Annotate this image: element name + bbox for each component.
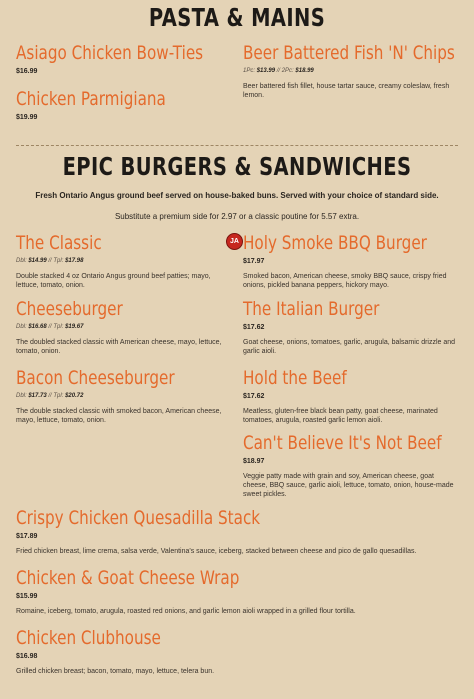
item-description: Romaine, iceberg, tomato, arugula, roasted red onions, and garlic lemon aioli wrapped in a grilled flour tortilla. <box>16 608 356 615</box>
menu-item-bacon-cheeseburger <box>16 367 226 425</box>
section-title-burgers: EPIC BURGERS & SANDWICHES <box>62 152 412 181</box>
item-price: $17.62 <box>243 324 265 331</box>
item-description: Grilled chicken breast; bacon, tomato, mayo, lettuce, telera bun. <box>16 668 215 675</box>
menu-item-holy-smoke <box>243 232 458 290</box>
item-price-options: Dbl: $17.73 // Tpl: $20.72 <box>16 393 84 399</box>
item-description: The doubled stacked classic with American cheese, mayo, lettuce, tomato, onion. <box>16 339 222 355</box>
menu-item-parmigiana <box>16 88 226 122</box>
burger-substitute-note: Substitute a premium side for 2.97 or a classic poutine for 5.57 extra. <box>114 212 360 221</box>
item-price-options: Dbl: $16.68 // Tpl: $19.67 <box>16 324 84 330</box>
item-price: $17.97 <box>243 258 265 265</box>
menu-item-quesadilla <box>16 507 458 556</box>
item-description: Smoked bacon, American cheese, smoky BBQ sauce, crispy fried onions, pickled banana peppers, hickory mayo. <box>243 273 447 289</box>
item-name: Asiago Chicken Bow-Ties <box>16 42 204 64</box>
item-name: Bacon Cheeseburger <box>16 367 175 389</box>
item-description: Double stacked 4 oz Ontario Angus ground beef patties; mayo, lettuce, tomato, onion. <box>16 273 211 289</box>
item-price: $16.98 <box>16 653 38 660</box>
item-description: Beer battered fish fillet, house tartar sauce, creamy coleslaw, fresh lemon. <box>243 83 450 99</box>
item-name: Chicken & Goat Cheese Wrap <box>16 567 240 589</box>
section-divider <box>16 145 458 146</box>
item-price: $16.99 <box>16 68 38 75</box>
menu-item-classic <box>16 232 226 290</box>
item-description: Meatless, gluten-free black bean patty, goat cheese, marinated tomatoes, arugula, roasted garlic lemon aioli. <box>243 408 438 424</box>
item-price: $15.99 <box>16 593 38 600</box>
ja-badge-icon: JA <box>226 233 243 250</box>
menu-item-cant-believe <box>243 432 458 499</box>
item-name: Hold the Beef <box>243 367 347 389</box>
menu-item-italian <box>243 298 458 356</box>
item-description: Fried chicken breast, lime crema, salsa verde, Valentina's sauce, iceberg, stacked between cheese and pico de gallo quesadillas. <box>16 548 417 555</box>
menu-item-hold-the-beef <box>243 367 458 425</box>
item-name: The Italian Burger <box>243 298 380 320</box>
item-description: The double stacked classic with smoked bacon, American cheese, mayo, lettuce, tomato, onion. <box>16 408 222 424</box>
item-price-options: Dbl: $14.99 // Tpl: $17.98 <box>16 258 84 264</box>
item-name: Chicken Clubhouse <box>16 627 161 649</box>
burger-intro: Fresh Ontario Angus ground beef served on house-baked buns. Served with your choice of standard side. <box>35 191 439 200</box>
item-name: Can't Believe It's Not Beef <box>243 432 442 454</box>
menu-item-fish <box>243 42 458 100</box>
menu-item-clubhouse <box>16 627 458 676</box>
item-name: Beer Battered Fish 'N' Chips <box>243 42 455 64</box>
item-price: $17.62 <box>243 393 265 400</box>
item-name: Holy Smoke BBQ Burger <box>243 232 427 254</box>
item-price: $18.97 <box>243 458 265 465</box>
item-name: The Classic <box>16 232 102 254</box>
item-name: Cheeseburger <box>16 298 123 320</box>
item-name: Crispy Chicken Quesadilla Stack <box>16 507 261 529</box>
item-price: $17.89 <box>16 533 38 540</box>
item-description: Veggie patty made with grain and soy, American cheese, goat cheese, BBQ sauce, garlic aioli, lettuce, tomato, onion, house-made sweet pickles. <box>243 473 454 498</box>
item-description: Goat cheese, onions, tomatoes, garlic, arugula, balsamic drizzle and garlic aioli. <box>243 339 456 355</box>
menu-item-asiago <box>16 42 226 76</box>
item-price: $19.99 <box>16 114 38 121</box>
menu-item-goat-cheese-wrap <box>16 567 458 616</box>
item-name: Chicken Parmigiana <box>16 88 166 110</box>
section-title-pasta: PASTA & MAINS <box>148 3 326 32</box>
item-price-options: 1Pc: $13.99 // 2Pc: $18.99 <box>243 68 314 74</box>
menu-item-cheeseburger <box>16 298 226 356</box>
